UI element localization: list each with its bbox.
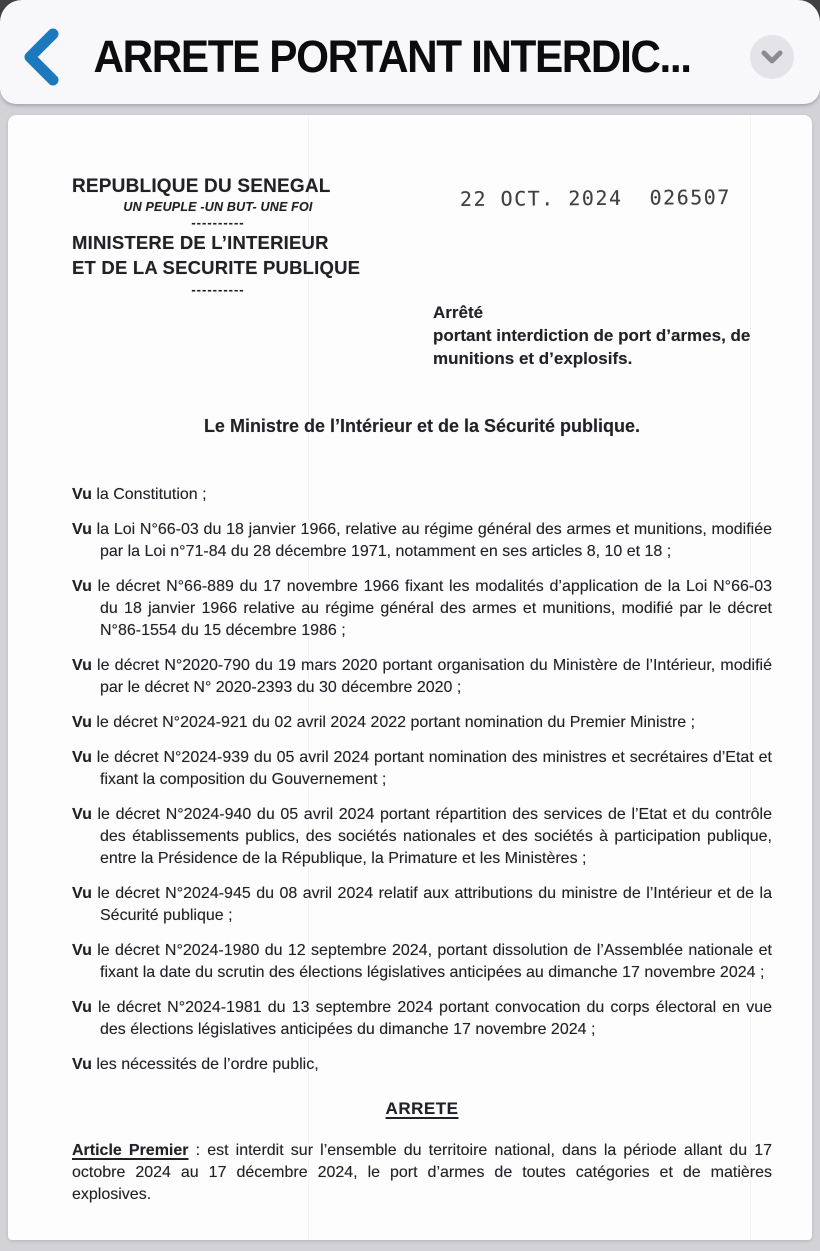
visa-lead: Vu xyxy=(72,521,92,538)
visa-lead: Vu xyxy=(72,578,92,595)
visa-text: le décret N°2020-790 du 19 mars 2020 portant organisation du Ministère de l’Intérieur, modifié par le décret N° 2020-2393 du 30 décembre 2020 ; xyxy=(97,657,773,696)
visa-lead: Vu xyxy=(72,885,92,902)
visa-clause xyxy=(72,940,772,984)
letterhead-separator: ---------- xyxy=(191,282,245,297)
minister-title: Le Ministre de l’Intérieur et de la Sécurité publique. xyxy=(203,416,641,436)
visa-text: le décret N°2024-945 du 08 avril 2024 relatif aux attributions du ministre de l’Intérieur et de la Sécurité publique ; xyxy=(97,885,772,924)
back-button[interactable] xyxy=(22,24,86,90)
visa-text: le décret N°2024-1981 du 13 septembre 2024 portant convocation du corps électoral en vue des élections législatives anticipées du dimanche 17 novembre 2024 ; xyxy=(98,999,773,1038)
visa-clause xyxy=(72,883,772,927)
visa-clauses xyxy=(72,484,772,1076)
letterhead-ministry-line2: ET DE LA SECURITE PUBLIQUE xyxy=(72,257,361,278)
visa-lead: Vu xyxy=(72,942,92,959)
app-header xyxy=(0,0,820,104)
letterhead-ministry-line1: MINISTERE DE L’INTERIEUR xyxy=(72,232,329,253)
subject-block xyxy=(433,301,778,370)
visa-clause xyxy=(72,804,772,870)
letterhead-separator: ---------- xyxy=(191,215,245,230)
chevron-down-icon xyxy=(761,50,783,64)
visa-lead: Vu xyxy=(72,749,92,766)
letterhead-motto: UN PEUPLE -UN BUT- UNE FOI xyxy=(123,200,313,214)
visa-text: le décret N°2024-921 du 02 avril 2024 2022 portant nomination du Premier Ministre ; xyxy=(96,714,696,731)
visa-clause xyxy=(72,576,772,642)
visa-clause xyxy=(72,1054,772,1076)
collapse-button[interactable] xyxy=(750,35,794,79)
visa-clause xyxy=(72,997,772,1041)
page-title: ARRETE PORTANT INTERDIC... xyxy=(93,31,691,82)
visa-lead: Vu xyxy=(72,1056,92,1073)
visa-clause xyxy=(72,519,772,563)
registry-date-stamp: 22 OCT. 2024 026507 xyxy=(459,185,731,211)
document-page xyxy=(8,115,812,1240)
letterhead-country: REPUBLIQUE DU SENEGAL xyxy=(72,176,331,197)
visa-lead: Vu xyxy=(72,999,92,1016)
subject-description: portant interdiction de port d’armes, de munitions et d’explosifs. xyxy=(433,326,751,368)
visa-lead: Vu xyxy=(72,714,92,731)
article-premier xyxy=(72,1140,772,1206)
visa-lead: Vu xyxy=(72,657,92,674)
article-text: : est interdit sur l’ensemble du territoire national, dans la période allant du 17 octobre 2024 au 17 décembre 2024, le port d’armes de toutes catégories et de matières explosives. xyxy=(72,1142,773,1203)
visa-clause xyxy=(72,712,772,734)
visa-lead: Vu xyxy=(72,486,92,503)
visa-lead: Vu xyxy=(72,806,92,823)
letterhead xyxy=(72,175,364,297)
visa-text: les nécessités de l’ordre public, xyxy=(96,1056,319,1073)
subject-heading: Arrêté xyxy=(433,303,484,322)
visa-clause xyxy=(72,484,772,506)
visa-text: le décret N°66-889 du 17 novembre 1966 fixant les modalités d’application de la Loi N°66-03 du 18 janvier 1966 relative au régime général des armes et munitions, modifié par le décret N°86-1554 du 15 décembre 1986 ; xyxy=(97,578,772,639)
arrete-heading: ARRETE xyxy=(385,1099,459,1118)
visa-text: le décret N°2024-939 du 05 avril 2024 portant nomination des ministres et secrétaires d’Etat et fixant la composition du Gouvernement ; xyxy=(96,749,772,788)
visa-clause xyxy=(72,655,772,699)
visa-clause xyxy=(72,747,772,791)
visa-text: la Constitution ; xyxy=(96,486,207,503)
back-chevron-icon xyxy=(22,28,60,86)
visa-text: la Loi N°66-03 du 18 janvier 1966, relative au régime général des armes et munitions, modifiée par la Loi n°71-84 du 28 décembre 1971, notamment en ses articles 8, 10 et 18 ; xyxy=(96,521,772,560)
article-lead: Article Premier xyxy=(72,1142,189,1159)
visa-text: le décret N°2024-940 du 05 avril 2024 portant répartition des services de l’Etat et du contrôle des établissements publics, des sociétés nationales et des sociétés à participation publique, entre la Présidence de la République, la Primature et les Ministères ; xyxy=(97,806,772,867)
document-viewer[interactable] xyxy=(0,115,820,1251)
visa-text: le décret N°2024-1980 du 12 septembre 2024, portant dissolution de l’Assemblée nationale et fixant la date du scrutin des élections législatives anticipées au dimanche 17 novembre 2024 ; xyxy=(97,942,773,981)
